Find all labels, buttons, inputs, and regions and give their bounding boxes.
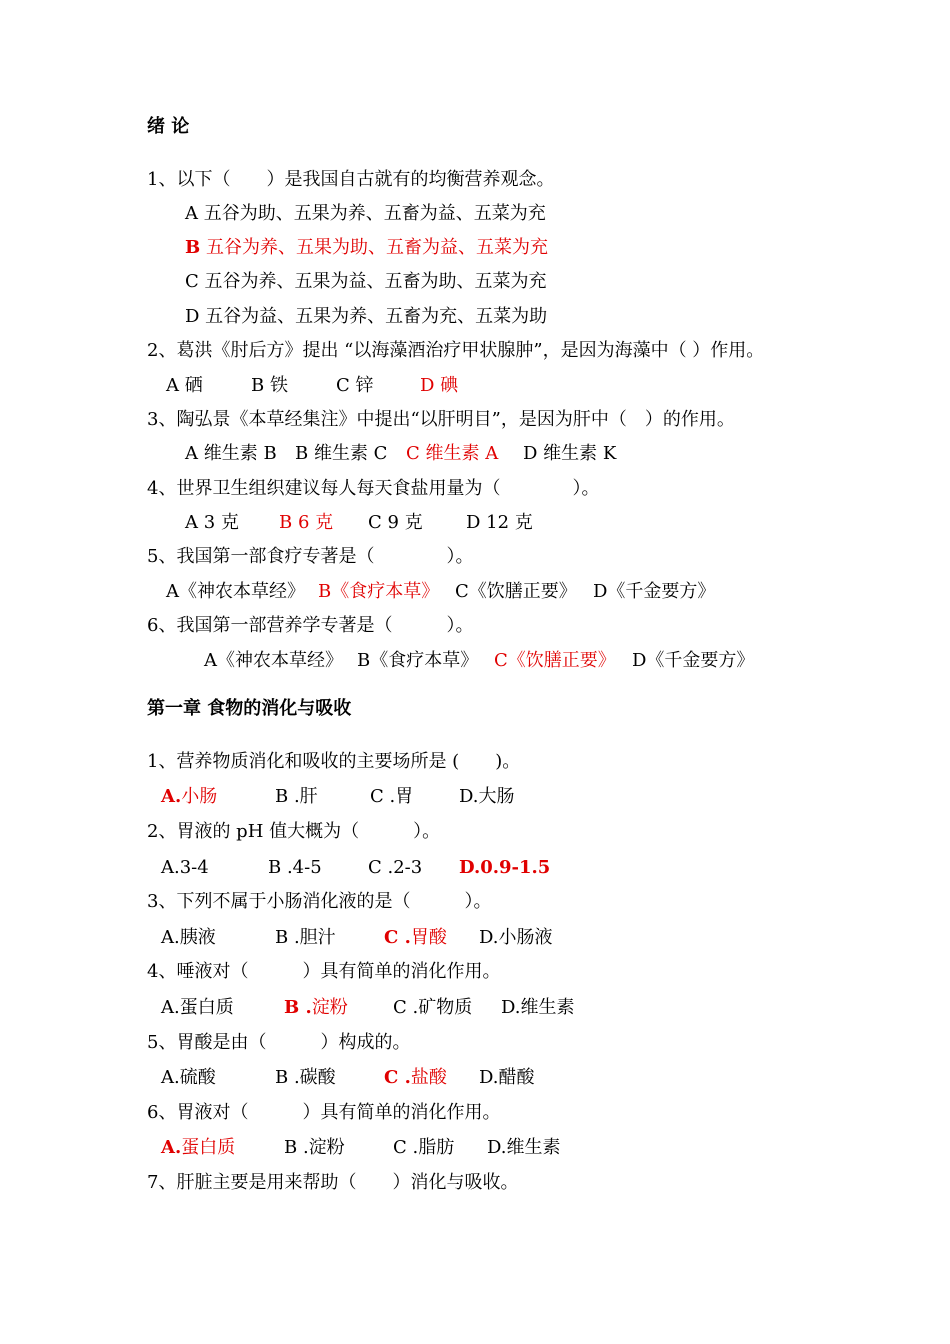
option: B《食疗本草》 (357, 650, 479, 671)
option: B .淀粉 (284, 1137, 345, 1158)
section-title-chapter1: 第一章 食物的消化与吸收 (147, 698, 352, 719)
option-answer: B 6 克 (279, 512, 334, 533)
option-line: A 五谷为助、五果为养、五畜为益、五菜为充 (185, 203, 546, 224)
option: D.大肠 (459, 786, 515, 807)
option-line-answer: B 五谷为养、五果为助、五畜为益、五菜为充 (185, 237, 548, 258)
question-stem: 5、我国第一部食疗专著是（ ）。 (147, 546, 474, 567)
option: A.3-4 (161, 857, 209, 878)
option: A 维生素 B (185, 443, 277, 464)
option-line: C 五谷为养、五果为益、五畜为助、五菜为充 (185, 271, 547, 292)
option: B .4-5 (268, 857, 322, 878)
option: D.醋酸 (479, 1067, 535, 1088)
option: B .肝 (275, 786, 318, 807)
question-stem: 4、唾液对（ ）具有简单的消化作用。 (147, 961, 501, 982)
option: B 维生素 C (295, 443, 388, 464)
option: D《千金要方》 (632, 650, 755, 671)
option-line: D 五谷为益、五果为养、五畜为充、五菜为助 (185, 306, 548, 327)
option: A.胰液 (161, 927, 216, 948)
question-stem: 2、葛洪《肘后方》提出 “以海藻酒治疗甲状腺肿”，是因为海藻中（ ）作用。 (147, 340, 765, 361)
question-stem: 3、下列不属于小肠消化液的是（ ）。 (147, 891, 492, 912)
option-answer: D.0.9-1.5 (459, 857, 551, 878)
option: D 12 克 (466, 512, 533, 533)
question-stem: 1、营养物质消化和吸收的主要场所是 ( )。 (147, 751, 521, 772)
option-answer: B《食疗本草》 (318, 581, 440, 602)
option-answer: C .胃酸 (384, 927, 447, 948)
option-answer: C .盐酸 (384, 1067, 447, 1088)
option: D.维生素 (487, 1137, 561, 1158)
question-stem: 2、胃液的 pH 值大概为（ ）。 (147, 821, 441, 842)
option: A 3 克 (185, 512, 239, 533)
option: C .脂肪 (393, 1137, 455, 1158)
section-title-intro: 绪 论 (147, 116, 190, 137)
option-answer: B .淀粉 (284, 997, 348, 1018)
option: B .碳酸 (275, 1067, 336, 1088)
question-stem: 7、肝脏主要是用来帮助（ ）消化与吸收。 (147, 1172, 519, 1193)
question-stem: 5、胃酸是由（ ）构成的。 (147, 1032, 411, 1053)
option: D.维生素 (501, 997, 575, 1018)
question-stem: 4、世界卫生组织建议每人每天食盐用量为（ ）。 (147, 478, 600, 499)
option: B 铁 (251, 375, 288, 396)
option: C 锌 (336, 375, 374, 396)
option: C .胃 (370, 786, 414, 807)
option-answer: C 维生素 A (406, 443, 499, 464)
option: D 维生素 K (523, 443, 617, 464)
question-stem: 6、我国第一部营养学专著是（ ）。 (147, 615, 474, 636)
option: A.蛋白质 (161, 997, 234, 1018)
option-answer: A.小肠 (161, 786, 218, 807)
option-answer: A.蛋白质 (161, 1137, 236, 1158)
option: C .矿物质 (393, 997, 473, 1018)
option: C 9 克 (368, 512, 423, 533)
option: C .2-3 (368, 857, 423, 878)
question-stem: 1、以下（ ）是我国自古就有的均衡营养观念。 (147, 169, 555, 190)
option: A 硒 (166, 375, 203, 396)
option: B .胆汁 (275, 927, 336, 948)
option: A《神农本草经》 (166, 581, 305, 602)
option-answer: C《饮膳正要》 (494, 650, 616, 671)
option: C《饮膳正要》 (455, 581, 577, 602)
option: D《千金要方》 (593, 581, 716, 602)
option: D.小肠液 (479, 927, 553, 948)
option-answer: D 碘 (420, 375, 459, 396)
option: A《神农本草经》 (204, 650, 343, 671)
option: A.硫酸 (161, 1067, 216, 1088)
question-stem: 6、胃液对（ ）具有简单的消化作用。 (147, 1102, 501, 1123)
question-stem: 3、陶弘景《本草经集注》中提出“以肝明目”，是因为肝中（ ）的作用。 (147, 409, 735, 430)
